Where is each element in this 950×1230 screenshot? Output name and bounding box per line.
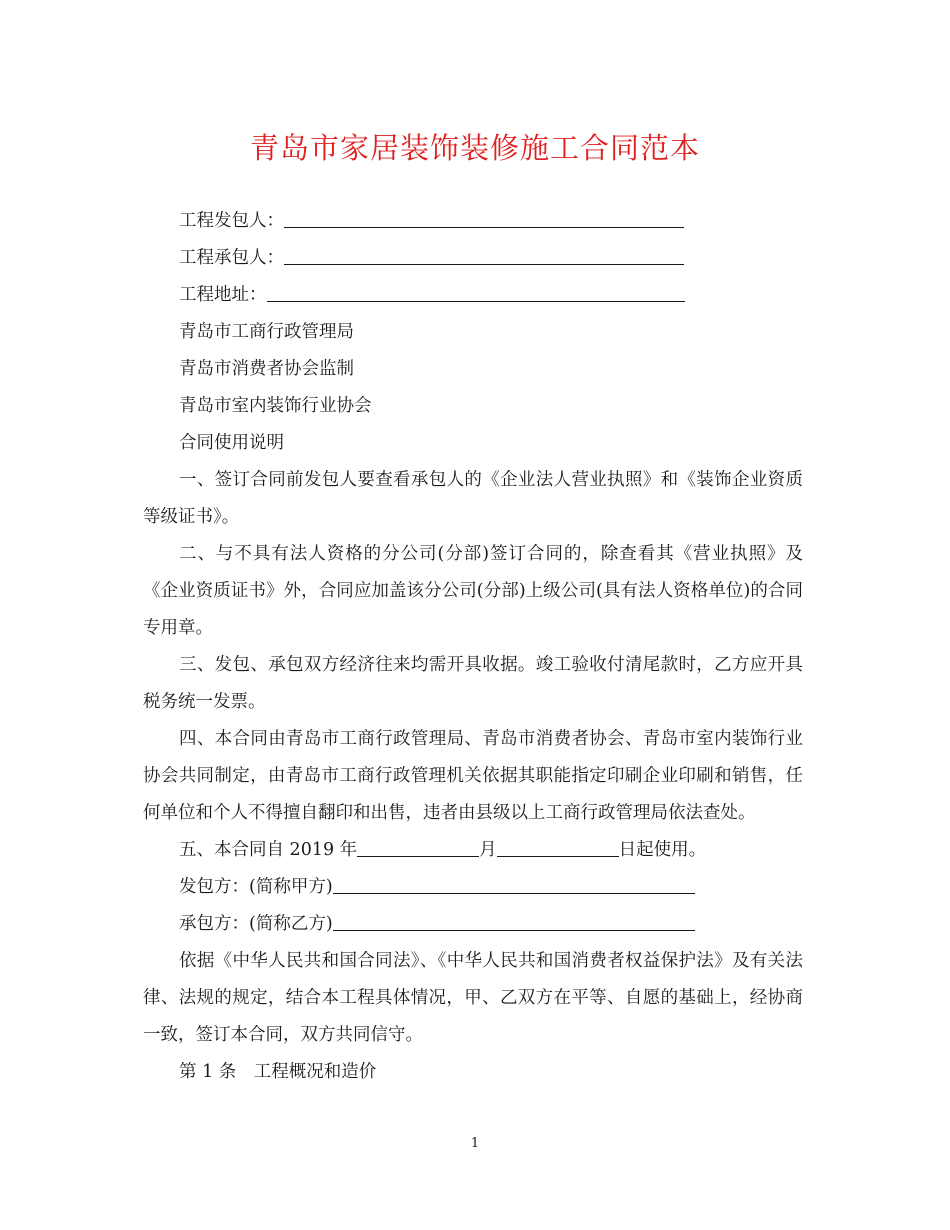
instruction-paragraph: 四、本合同由青岛市工商行政管理局、青岛市消费者协会、青岛市室内装饰行业协会共同制定，由青岛市工商行政管理机关依据其职能指定印刷企业印刷和销售，任何单位和个人不得擅自翻印和出售，违者由县级以上工商行政管理局依法查处。 bbox=[143, 729, 803, 823]
field-contractor bbox=[143, 240, 803, 277]
party-b-label: 承包方：(简称乙方) bbox=[179, 914, 333, 934]
article-heading: 第 1 条 工程概况和造价 bbox=[179, 1062, 377, 1082]
instruction-paragraph: 二、与不具有法人资格的分公司(分部)签订合同的，除查看其《营业执照》及《企业资质证书》外，合同应加盖该分公司(分部)上级公司(具有法人资格单位)的合同专用章。 bbox=[143, 544, 803, 638]
effective-suffix: 日起使用。 bbox=[618, 840, 707, 860]
field-contractor-label: 工程承包人： bbox=[179, 248, 284, 268]
issuer-line: 青岛市工商行政管理局 bbox=[179, 322, 354, 342]
effective-month-blank bbox=[357, 834, 479, 857]
field-address bbox=[143, 277, 803, 314]
instruction-paragraph: 一、签订合同前发包人要查看承包人的《企业法人营业执照》和《装饰企业资质等级证书》。 bbox=[143, 470, 803, 527]
effective-month-label: 月 bbox=[479, 840, 497, 860]
issuer-line: 青岛市室内装饰行业协会 bbox=[179, 396, 372, 416]
party-a-label: 发包方：(简称甲方) bbox=[179, 877, 333, 897]
preamble-paragraph: 依据《中华人民共和国合同法》、《中华人民共和国消费者权益保护法》及有关法律、法规的规定，结合本工程具体情况，甲、乙双方在平等、自愿的基础上，经协商一致，签订本合同，双方共同信守。 bbox=[143, 951, 803, 1045]
field-owner-label: 工程发包人： bbox=[179, 211, 284, 231]
issuer-line: 青岛市消费者协会监制 bbox=[179, 359, 354, 379]
party-a-line bbox=[143, 869, 803, 906]
party-b-blank bbox=[333, 908, 695, 931]
document-body bbox=[143, 203, 803, 1091]
field-owner-blank bbox=[284, 205, 684, 228]
instructions-heading: 合同使用说明 bbox=[179, 433, 284, 453]
party-b-line bbox=[143, 906, 803, 943]
effective-prefix: 五、本合同自 2019 年 bbox=[179, 840, 358, 860]
party-a-blank bbox=[333, 871, 695, 894]
field-owner bbox=[143, 203, 803, 240]
field-address-blank bbox=[267, 279, 685, 302]
effective-date-line bbox=[143, 832, 803, 869]
effective-day-blank bbox=[497, 834, 619, 857]
page-number: 1 bbox=[470, 1136, 480, 1151]
field-address-label: 工程地址： bbox=[179, 285, 267, 305]
field-contractor-blank bbox=[284, 242, 684, 265]
instruction-paragraph: 三、发包、承包双方经济往来均需开具收据。竣工验收付清尾款时，乙方应开具税务统一发票。 bbox=[143, 655, 803, 712]
document-title: 青岛市家居装饰装修施工合同范本 bbox=[249, 131, 700, 165]
